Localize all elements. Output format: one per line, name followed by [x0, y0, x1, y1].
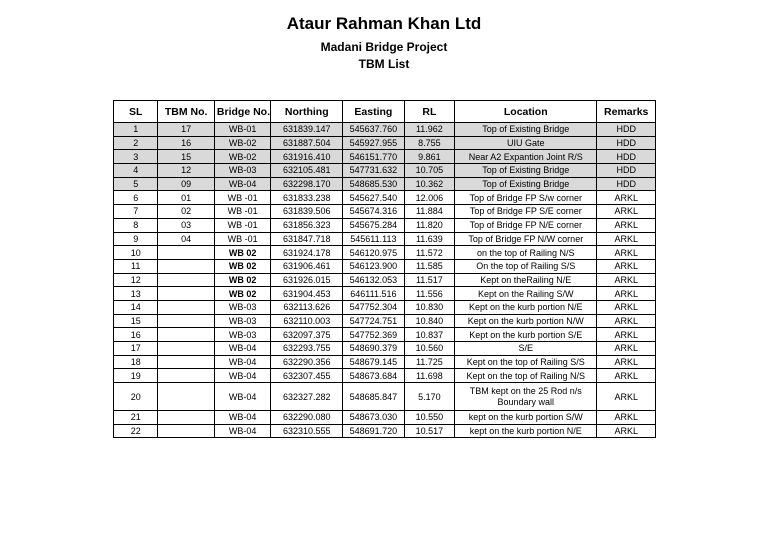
cell-rl: 10.840: [404, 314, 454, 328]
cell-bridge-no: WB -01: [214, 218, 271, 232]
table-body: [114, 123, 656, 438]
table-row: [114, 411, 656, 425]
cell-tbm-no: [158, 424, 215, 438]
cell-sl: 21: [114, 411, 158, 425]
column-header-easting: Easting: [343, 101, 405, 123]
cell-northing: 632310.555: [271, 424, 343, 438]
cell-northing: 632293.755: [271, 342, 343, 356]
cell-bridge-no: WB-04: [214, 177, 271, 191]
cell-remarks: ARKL: [597, 205, 656, 219]
cell-sl: 1: [114, 123, 158, 137]
cell-rl: 10.560: [404, 342, 454, 356]
cell-northing: 632290.356: [271, 355, 343, 369]
cell-tbm-no: 15: [158, 150, 215, 164]
cell-location: Kept on the top of Railing N/S: [455, 369, 597, 383]
cell-easting: 546123.900: [343, 259, 405, 273]
cell-rl: 5.170: [404, 383, 454, 411]
cell-easting: 545674.316: [343, 205, 405, 219]
cell-location: Top of Existing Bridge: [455, 164, 597, 178]
cell-remarks: ARKL: [597, 424, 656, 438]
cell-tbm-no: 03: [158, 218, 215, 232]
cell-remarks: ARKL: [597, 273, 656, 287]
cell-tbm-no: [158, 259, 215, 273]
table-row: [114, 123, 656, 137]
cell-sl: 9: [114, 232, 158, 246]
table-row: [114, 273, 656, 287]
cell-tbm-no: [158, 383, 215, 411]
cell-tbm-no: [158, 342, 215, 356]
cell-bridge-no: WB-02: [214, 150, 271, 164]
cell-bridge-no: WB-03: [214, 314, 271, 328]
cell-bridge-no: WB-04: [214, 355, 271, 369]
cell-northing: 632113.626: [271, 300, 343, 314]
cell-bridge-no: WB-03: [214, 300, 271, 314]
cell-sl: 19: [114, 369, 158, 383]
cell-tbm-no: [158, 300, 215, 314]
cell-bridge-no: WB 02: [214, 246, 271, 260]
cell-easting: 548673.030: [343, 411, 405, 425]
cell-easting: 646111.516: [343, 287, 405, 301]
cell-remarks: HDD: [597, 164, 656, 178]
cell-northing: 632110.003: [271, 314, 343, 328]
cell-bridge-no: WB-04: [214, 383, 271, 411]
cell-location: kept on the kurb portion S/W: [455, 411, 597, 425]
cell-sl: 12: [114, 273, 158, 287]
cell-easting: 546151.770: [343, 150, 405, 164]
cell-remarks: ARKL: [597, 300, 656, 314]
cell-northing: 631839.147: [271, 123, 343, 137]
cell-rl: 11.820: [404, 218, 454, 232]
cell-bridge-no: WB-03: [214, 328, 271, 342]
cell-location: Kept on the kurb portion S/E: [455, 328, 597, 342]
table-row: [114, 369, 656, 383]
company-name: Ataur Rahman Khan Ltd: [286, 14, 482, 33]
cell-location: On the top of Railing S/S: [455, 259, 597, 273]
table-row: [114, 287, 656, 301]
cell-remarks: ARKL: [597, 218, 656, 232]
cell-location: Top of Existing Bridge: [455, 177, 597, 191]
table-row: [114, 232, 656, 246]
column-header-rl: RL: [404, 101, 454, 123]
cell-northing: 631924.178: [271, 246, 343, 260]
cell-rl: 10.362: [404, 177, 454, 191]
cell-northing: 631847.718: [271, 232, 343, 246]
cell-easting: 545611.113: [343, 232, 405, 246]
cell-rl: 11.556: [404, 287, 454, 301]
table-row: [114, 205, 656, 219]
cell-remarks: ARKL: [597, 342, 656, 356]
cell-easting: 548673.684: [343, 369, 405, 383]
table-row: [114, 314, 656, 328]
cell-rl: 10.830: [404, 300, 454, 314]
cell-easting: 547731.632: [343, 164, 405, 178]
table-row: [114, 177, 656, 191]
table-row: [114, 328, 656, 342]
cell-sl: 13: [114, 287, 158, 301]
cell-tbm-no: [158, 328, 215, 342]
cell-bridge-no: WB-04: [214, 342, 271, 356]
cell-location: kept on the kurb portion N/E: [455, 424, 597, 438]
cell-location: Kept on the top of Railing S/S: [455, 355, 597, 369]
cell-northing: 631926.015: [271, 273, 343, 287]
cell-easting: 547752.304: [343, 300, 405, 314]
cell-easting: 547752.369: [343, 328, 405, 342]
cell-tbm-no: [158, 411, 215, 425]
table-row: [114, 246, 656, 260]
cell-location: Top of Bridge FP N/E corner: [455, 218, 597, 232]
cell-location: Kept on the Railing S/W: [455, 287, 597, 301]
cell-remarks: ARKL: [597, 314, 656, 328]
cell-easting: 547724.751: [343, 314, 405, 328]
table-row: [114, 164, 656, 178]
table-row: [114, 150, 656, 164]
cell-remarks: HDD: [597, 177, 656, 191]
table-row: [114, 383, 656, 411]
cell-easting: 548691.720: [343, 424, 405, 438]
cell-tbm-no: [158, 246, 215, 260]
cell-rl: 11.698: [404, 369, 454, 383]
cell-sl: 11: [114, 259, 158, 273]
cell-remarks: ARKL: [597, 355, 656, 369]
cell-sl: 15: [114, 314, 158, 328]
cell-northing: 632097.375: [271, 328, 343, 342]
cell-sl: 14: [114, 300, 158, 314]
cell-rl: 10.517: [404, 424, 454, 438]
cell-rl: 10.550: [404, 411, 454, 425]
table-header-row: [114, 101, 656, 123]
cell-location: on the top of Railing N/S: [455, 246, 597, 260]
tbm-table: [113, 100, 656, 438]
table-row: [114, 424, 656, 438]
cell-location: Top of Bridge FP S/E corner: [455, 205, 597, 219]
cell-location: Near A2 Expantion Joint R/S: [455, 150, 597, 164]
cell-remarks: ARKL: [597, 411, 656, 425]
cell-sl: 8: [114, 218, 158, 232]
cell-remarks: ARKL: [597, 383, 656, 411]
cell-location: Top of Existing Bridge: [455, 123, 597, 137]
cell-bridge-no: WB 02: [214, 287, 271, 301]
cell-sl: 16: [114, 328, 158, 342]
cell-tbm-no: 17: [158, 123, 215, 137]
table-row: [114, 355, 656, 369]
cell-rl: 12.006: [404, 191, 454, 205]
cell-tbm-no: [158, 369, 215, 383]
cell-remarks: ARKL: [597, 191, 656, 205]
table-row: [114, 218, 656, 232]
cell-tbm-no: 16: [158, 136, 215, 150]
cell-remarks: ARKL: [597, 369, 656, 383]
column-header-remarks: Remarks: [597, 101, 656, 123]
cell-location: Top of Bridge FP N/W corner: [455, 232, 597, 246]
cell-rl: 9.861: [404, 150, 454, 164]
cell-easting: 548685.530: [343, 177, 405, 191]
cell-remarks: ARKL: [597, 328, 656, 342]
cell-location: Top of Bridge FP S/w corner: [455, 191, 597, 205]
cell-northing: 631839.506: [271, 205, 343, 219]
cell-rl: 10.705: [404, 164, 454, 178]
cell-bridge-no: WB-04: [214, 369, 271, 383]
cell-sl: 6: [114, 191, 158, 205]
column-header-location: Location: [455, 101, 597, 123]
cell-northing: 631833.238: [271, 191, 343, 205]
cell-bridge-no: WB -01: [214, 191, 271, 205]
cell-location: S/E: [455, 342, 597, 356]
cell-remarks: ARKL: [597, 246, 656, 260]
cell-sl: 20: [114, 383, 158, 411]
cell-easting: 548679.145: [343, 355, 405, 369]
cell-rl: 10.837: [404, 328, 454, 342]
cell-location: UIU Gate: [455, 136, 597, 150]
cell-tbm-no: [158, 287, 215, 301]
cell-rl: 11.962: [404, 123, 454, 137]
cell-northing: 631916.410: [271, 150, 343, 164]
cell-tbm-no: 09: [158, 177, 215, 191]
cell-easting: 545627.540: [343, 191, 405, 205]
column-header-tbm-no: TBM No.: [158, 101, 215, 123]
cell-remarks: ARKL: [597, 232, 656, 246]
cell-rl: 11.572: [404, 246, 454, 260]
cell-northing: 632105.481: [271, 164, 343, 178]
cell-easting: 545637.760: [343, 123, 405, 137]
cell-northing: 632327.282: [271, 383, 343, 411]
cell-tbm-no: 12: [158, 164, 215, 178]
cell-tbm-no: 02: [158, 205, 215, 219]
table-row: [114, 300, 656, 314]
table-row: [114, 191, 656, 205]
column-header-bridge-no: Bridge No.: [214, 101, 271, 123]
table-row: [114, 259, 656, 273]
cell-northing: 631856.323: [271, 218, 343, 232]
cell-sl: 3: [114, 150, 158, 164]
table-row: [114, 342, 656, 356]
cell-northing: 632290.080: [271, 411, 343, 425]
cell-sl: 2: [114, 136, 158, 150]
cell-northing: 631887.504: [271, 136, 343, 150]
cell-northing: 632307.455: [271, 369, 343, 383]
cell-rl: 11.639: [404, 232, 454, 246]
cell-bridge-no: WB 02: [214, 259, 271, 273]
cell-rl: 8.755: [404, 136, 454, 150]
cell-easting: 545675.284: [343, 218, 405, 232]
cell-sl: 4: [114, 164, 158, 178]
cell-tbm-no: [158, 273, 215, 287]
cell-bridge-no: WB 02: [214, 273, 271, 287]
cell-sl: 17: [114, 342, 158, 356]
cell-sl: 7: [114, 205, 158, 219]
cell-remarks: ARKL: [597, 259, 656, 273]
column-header-sl: SL: [114, 101, 158, 123]
cell-bridge-no: WB-04: [214, 424, 271, 438]
cell-bridge-no: WB-03: [214, 164, 271, 178]
cell-remarks: ARKL: [597, 287, 656, 301]
cell-easting: 546120.975: [343, 246, 405, 260]
cell-bridge-no: WB -01: [214, 232, 271, 246]
cell-northing: 631904.453: [271, 287, 343, 301]
cell-location: Kept on the kurb portion N/E: [455, 300, 597, 314]
cell-location: TBM kept on the 25 Rod n/s Boundary wall: [455, 383, 597, 411]
cell-sl: 10: [114, 246, 158, 260]
cell-location: Kept on the kurb portion N/W: [455, 314, 597, 328]
cell-rl: 11.585: [404, 259, 454, 273]
cell-sl: 22: [114, 424, 158, 438]
cell-remarks: HDD: [597, 123, 656, 137]
cell-sl: 5: [114, 177, 158, 191]
cell-sl: 18: [114, 355, 158, 369]
cell-easting: 548685.847: [343, 383, 405, 411]
cell-bridge-no: WB -01: [214, 205, 271, 219]
cell-rl: 11.517: [404, 273, 454, 287]
project-name: Madani Bridge Project: [320, 40, 448, 54]
cell-tbm-no: 04: [158, 232, 215, 246]
column-header-northing: Northing: [271, 101, 343, 123]
cell-bridge-no: WB-01: [214, 123, 271, 137]
cell-tbm-no: [158, 355, 215, 369]
cell-tbm-no: [158, 314, 215, 328]
cell-rl: 11.884: [404, 205, 454, 219]
cell-rl: 11.725: [404, 355, 454, 369]
list-title: TBM List: [358, 57, 410, 71]
cell-northing: 632298.170: [271, 177, 343, 191]
cell-easting: 548690.379: [343, 342, 405, 356]
cell-easting: 546132.053: [343, 273, 405, 287]
cell-remarks: HDD: [597, 136, 656, 150]
cell-easting: 545927.955: [343, 136, 405, 150]
cell-northing: 631906.461: [271, 259, 343, 273]
cell-remarks: HDD: [597, 150, 656, 164]
cell-tbm-no: 01: [158, 191, 215, 205]
cell-bridge-no: WB-02: [214, 136, 271, 150]
cell-bridge-no: WB-04: [214, 411, 271, 425]
table-row: [114, 136, 656, 150]
cell-location: Kept on theRailing N/E: [455, 273, 597, 287]
